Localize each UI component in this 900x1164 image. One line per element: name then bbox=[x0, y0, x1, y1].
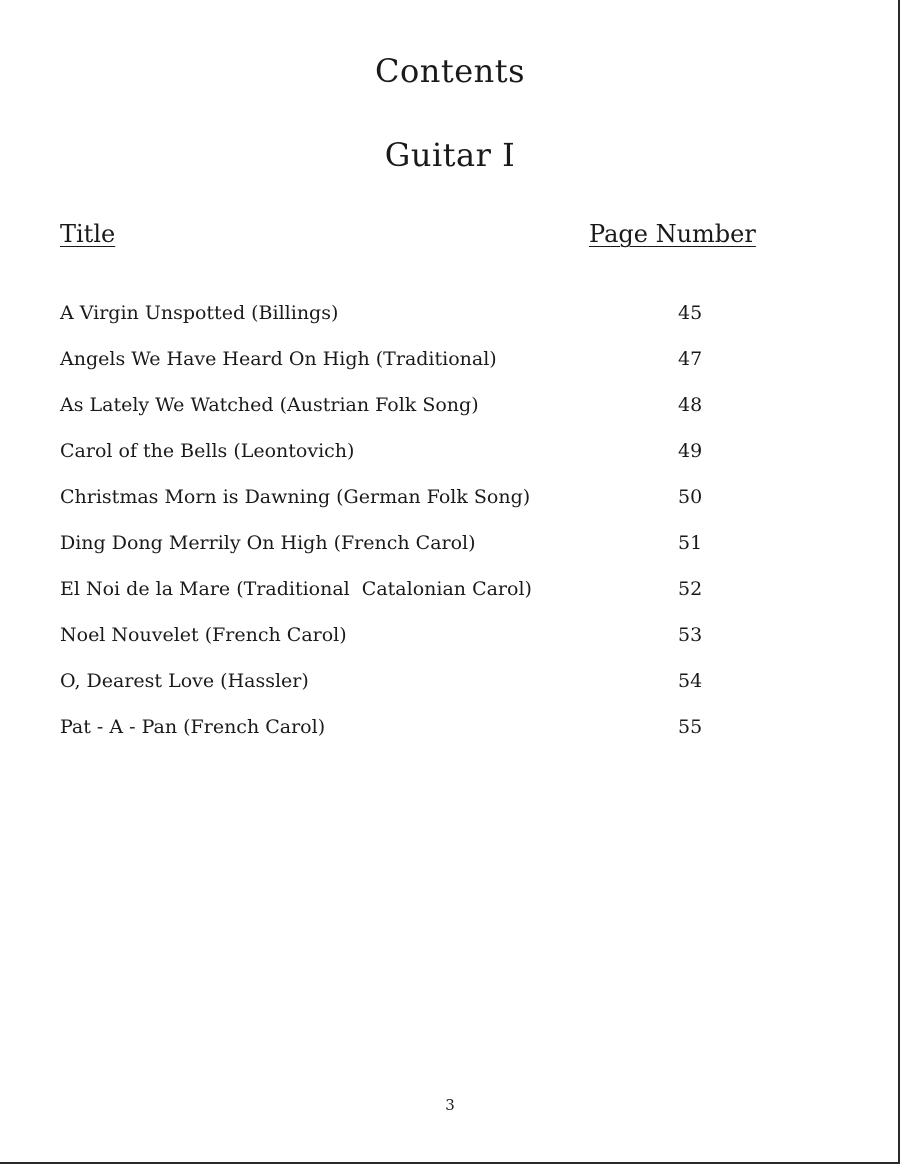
toc-list bbox=[0, 300, 900, 760]
toc-row bbox=[0, 346, 900, 392]
toc-entry-page: 52 bbox=[678, 578, 703, 600]
page-number-column-header: Page Number bbox=[589, 220, 756, 248]
toc-entry-title: Christmas Morn is Dawning (German Folk Song) bbox=[60, 486, 531, 508]
toc-row bbox=[0, 622, 900, 668]
section-heading: Guitar I bbox=[384, 136, 516, 174]
toc-entry-title: Ding Dong Merrily On High (French Carol) bbox=[60, 532, 476, 554]
toc-entry-title: As Lately We Watched (Austrian Folk Song) bbox=[60, 394, 479, 416]
title-column-header: Title bbox=[60, 220, 116, 248]
toc-entry-page: 54 bbox=[678, 670, 703, 692]
toc-entry-page: 51 bbox=[678, 532, 703, 554]
toc-row bbox=[0, 438, 900, 484]
toc-entry-page: 45 bbox=[678, 302, 703, 324]
toc-entry-page: 48 bbox=[678, 394, 703, 416]
toc-row bbox=[0, 392, 900, 438]
toc-row bbox=[0, 530, 900, 576]
toc-entry-title: El Noi de la Mare (Traditional Catalonian Carol) bbox=[60, 578, 532, 600]
toc-row bbox=[0, 576, 900, 622]
toc-row bbox=[0, 484, 900, 530]
toc-entry-page: 49 bbox=[678, 440, 703, 462]
page-footer-number: 3 bbox=[445, 1096, 455, 1114]
toc-entry-title: Pat - A - Pan (French Carol) bbox=[60, 716, 326, 738]
contents-heading: Contents bbox=[374, 52, 526, 90]
toc-entry-page: 50 bbox=[678, 486, 703, 508]
toc-row bbox=[0, 668, 900, 714]
toc-entry-title: Angels We Have Heard On High (Traditional) bbox=[60, 348, 497, 370]
toc-entry-page: 47 bbox=[678, 348, 703, 370]
toc-entry-page: 55 bbox=[678, 716, 703, 738]
toc-row bbox=[0, 714, 900, 760]
toc-row bbox=[0, 300, 900, 346]
toc-entry-title: O, Dearest Love (Hassler) bbox=[60, 670, 309, 692]
toc-entry-title: Carol of the Bells (Leontovich) bbox=[60, 440, 355, 462]
toc-entry-page: 53 bbox=[678, 624, 703, 646]
toc-entry-title: Noel Nouvelet (French Carol) bbox=[60, 624, 347, 646]
toc-entry-title: A Virgin Unspotted (Billings) bbox=[60, 302, 339, 324]
